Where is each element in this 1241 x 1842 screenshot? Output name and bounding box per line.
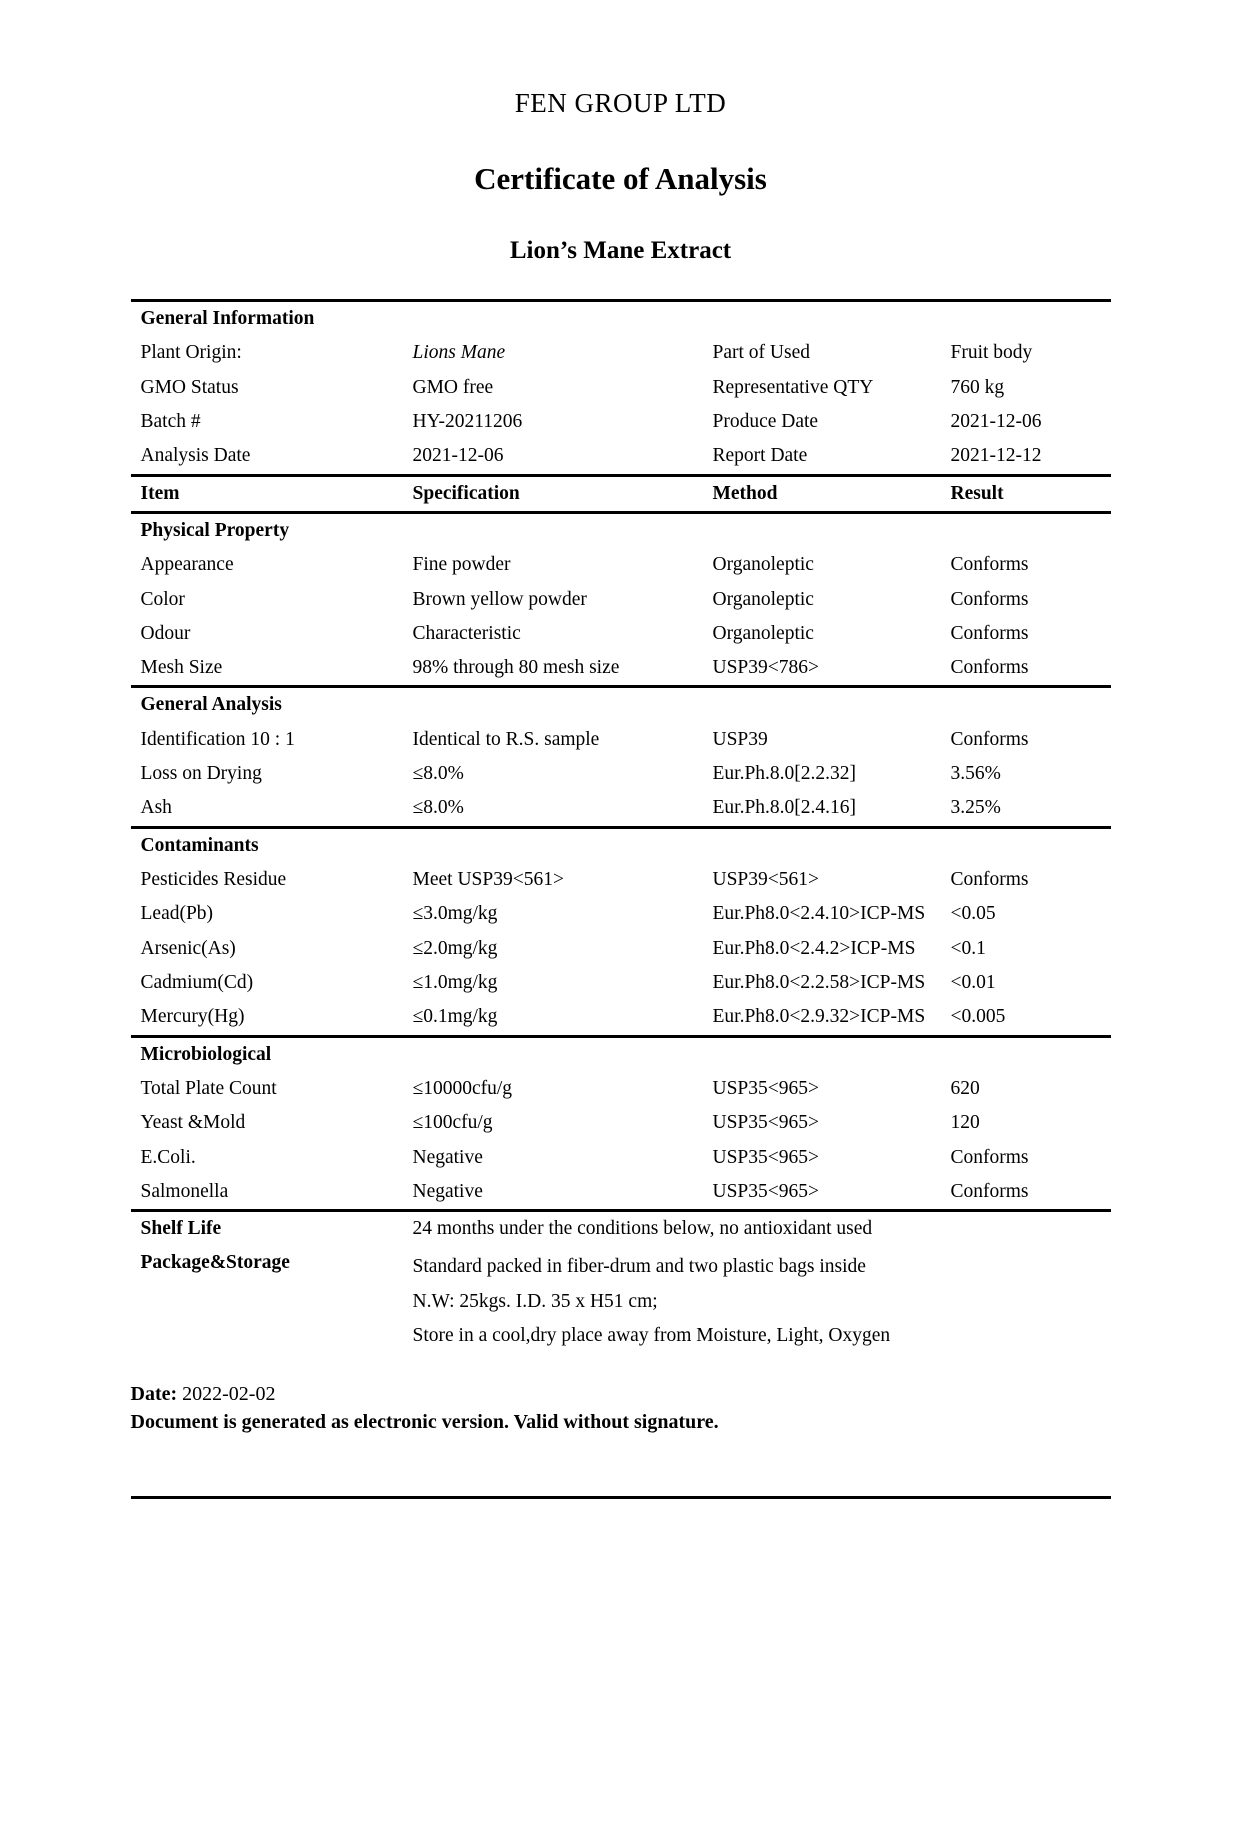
batch-value: HY-20211206 [412,410,523,432]
row-spec: ≤100cfu/g [412,1112,493,1134]
product-title: Lion’s Mane Extract [509,237,732,264]
row-item: Pesticides Residue [140,869,287,890]
footer-date-value: 2022-02-02 [182,1383,276,1406]
row-spec: Meet USP39<561> [412,869,564,890]
table-row [131,583,1111,617]
shelf-life-label: Shelf Life [131,1211,403,1247]
table-row [131,863,1111,897]
row-result: 3.25% [950,797,1001,819]
report-date-value: 2021-12-12 [950,445,1042,467]
row-item: E.Coli. [140,1146,196,1168]
section-header-microbiological [131,1036,1111,1072]
section-title: General Information [131,301,1111,337]
part-of-used-label: Part of Used [712,342,810,364]
row-item: Odour [140,622,191,644]
row-method: Eur.Ph.8.0[2.2.32] [712,763,857,785]
row-spec: ≤3.0mg/kg [412,903,498,925]
table-row [131,1072,1111,1106]
row-item: Appearance [140,554,234,576]
batch-label: Batch # [140,410,201,432]
column-header-item: Item [131,475,403,512]
row-spec: Fine powder [412,554,511,576]
row-method: Eur.Ph8.0<2.2.58>ICP-MS [712,971,926,993]
row-item: Loss on Drying [140,763,262,785]
plant-origin-label: Plant Origin: [140,342,242,364]
row-result: 120 [950,1112,980,1134]
row-method: USP35<965> [712,1146,820,1168]
row-result: Conforms [950,622,1029,644]
company-name: FEN GROUP LTD [514,88,727,118]
row-spec: Negative [412,1146,483,1168]
analysis-date-label: Analysis Date [140,445,251,467]
bottom-divider [131,1496,1111,1499]
footer-notice: Document is generated as electronic version. Valid without signature. [130,1411,719,1434]
table-row [131,336,1111,370]
row-method: USP39 [712,728,768,750]
row-item: Arsenic(As) [140,937,236,959]
row-method: Organoleptic [712,622,814,644]
row-method: Eur.Ph8.0<2.4.10>ICP-MS [712,903,926,925]
row-method: Organoleptic [712,554,814,576]
column-header-specification: Specification [403,475,703,512]
row-result: <0.1 [950,937,986,959]
package-storage-row [131,1246,1111,1357]
row-method: Eur.Ph.8.0[2.4.16] [712,797,857,819]
table-row [131,897,1111,931]
section-title: Physical Property [131,512,1111,548]
row-method: Eur.Ph8.0<2.4.2>ICP-MS [712,937,916,959]
row-item: Mercury(Hg) [140,1006,245,1028]
row-result: Conforms [950,588,1029,610]
row-item: Lead(Pb) [140,903,214,925]
table-row [131,1106,1111,1140]
produce-date-label: Produce Date [712,410,819,432]
produce-date-value: 2021-12-06 [950,410,1042,432]
document-title: Certificate of Analysis [474,161,767,196]
shelf-life-value: 24 months under the conditions below, no antioxidant used [403,1211,1111,1247]
section-title: Contaminants [131,827,1111,863]
coa-table-wrapper [131,299,1111,1357]
gmo-status-value: GMO free [412,376,494,398]
row-result: <0.05 [950,903,996,925]
row-spec: Negative [412,1180,483,1202]
row-item: Identification 10 : 1 [140,728,295,750]
row-result: <0.005 [950,1006,1006,1028]
representative-qty-label: Representative QTY [712,376,874,398]
row-method: USP35<965> [712,1077,820,1099]
row-method: USP39<561> [712,869,820,890]
row-spec: ≤8.0% [412,797,464,819]
document-footer [131,1383,1111,1434]
plant-origin-value: Lions Mane [412,342,506,364]
row-result: 3.56% [950,763,1001,785]
package-storage-lines [403,1246,1111,1357]
row-spec: Brown yellow powder [412,588,587,610]
row-item: Mesh Size [140,657,223,679]
section-header-general-analysis [131,687,1111,723]
table-row [131,439,1111,475]
row-method: USP35<965> [712,1180,820,1202]
column-header-method: Method [703,475,941,512]
report-date-label: Report Date [712,445,808,467]
row-method: USP39<786> [712,657,820,679]
row-result: Conforms [950,728,1029,750]
table-row [131,651,1111,687]
table-row [131,371,1111,405]
analysis-date-value: 2021-12-06 [412,445,504,467]
row-result: Conforms [950,1180,1029,1202]
row-spec: ≤8.0% [412,763,464,785]
row-spec: Characteristic [412,622,521,644]
row-item: Total Plate Count [140,1077,277,1099]
row-method: USP35<965> [712,1112,820,1134]
document-page [0,88,1241,1842]
row-result: 620 [950,1077,980,1099]
table-row [131,617,1111,651]
package-storage-line-2: N.W: 25kgs. I.D. 35 x H51 cm; [412,1290,658,1312]
row-item: Color [140,588,185,610]
section-header-general-information [131,301,1111,337]
section-title: General Analysis [131,687,1111,723]
row-spec: ≤10000cfu/g [412,1077,513,1099]
table-row [131,932,1111,966]
table-row [131,1000,1111,1036]
column-header-row [131,475,1111,512]
table-row [131,405,1111,439]
row-method: Organoleptic [712,588,814,610]
row-spec: ≤1.0mg/kg [412,971,498,993]
package-storage-label: Package&Storage [140,1252,290,1274]
row-spec: Identical to R.S. sample [412,728,600,750]
section-header-physical-property [131,512,1111,548]
coa-table [131,299,1111,1357]
row-item: Salmonella [140,1180,229,1202]
row-result: Conforms [950,869,1029,890]
column-header-result: Result [941,475,1111,512]
part-of-used-value: Fruit body [950,342,1033,364]
row-item: Yeast &Mold [140,1112,246,1134]
row-result: Conforms [950,554,1029,576]
row-item: Ash [140,797,172,819]
package-storage-line-3: Store in a cool,dry place away from Moisture, Light, Oxygen [412,1325,891,1347]
row-method: Eur.Ph8.0<2.9.32>ICP-MS [712,1006,926,1028]
footer-date-line [131,1383,1111,1406]
table-row [131,548,1111,582]
footer-date-label: Date: [130,1383,178,1406]
table-row [131,757,1111,791]
row-spec: 98% through 80 mesh size [412,657,620,679]
section-title: Microbiological [131,1036,1111,1072]
table-row [131,966,1111,1000]
row-item: Cadmium(Cd) [140,971,254,993]
representative-qty-value: 760 kg [950,376,1005,398]
row-spec: ≤0.1mg/kg [412,1006,498,1028]
row-spec: ≤2.0mg/kg [412,937,498,959]
table-row [131,791,1111,827]
table-row [131,1141,1111,1175]
gmo-status-label: GMO Status [140,376,239,398]
shelf-life-row [131,1211,1111,1247]
row-result: Conforms [950,657,1029,679]
section-header-contaminants [131,827,1111,863]
row-result: Conforms [950,1146,1029,1168]
table-row [131,723,1111,757]
row-result: <0.01 [950,971,996,993]
package-storage-line-1: Standard packed in fiber-drum and two plastic bags inside [412,1256,866,1278]
table-row [131,1175,1111,1211]
